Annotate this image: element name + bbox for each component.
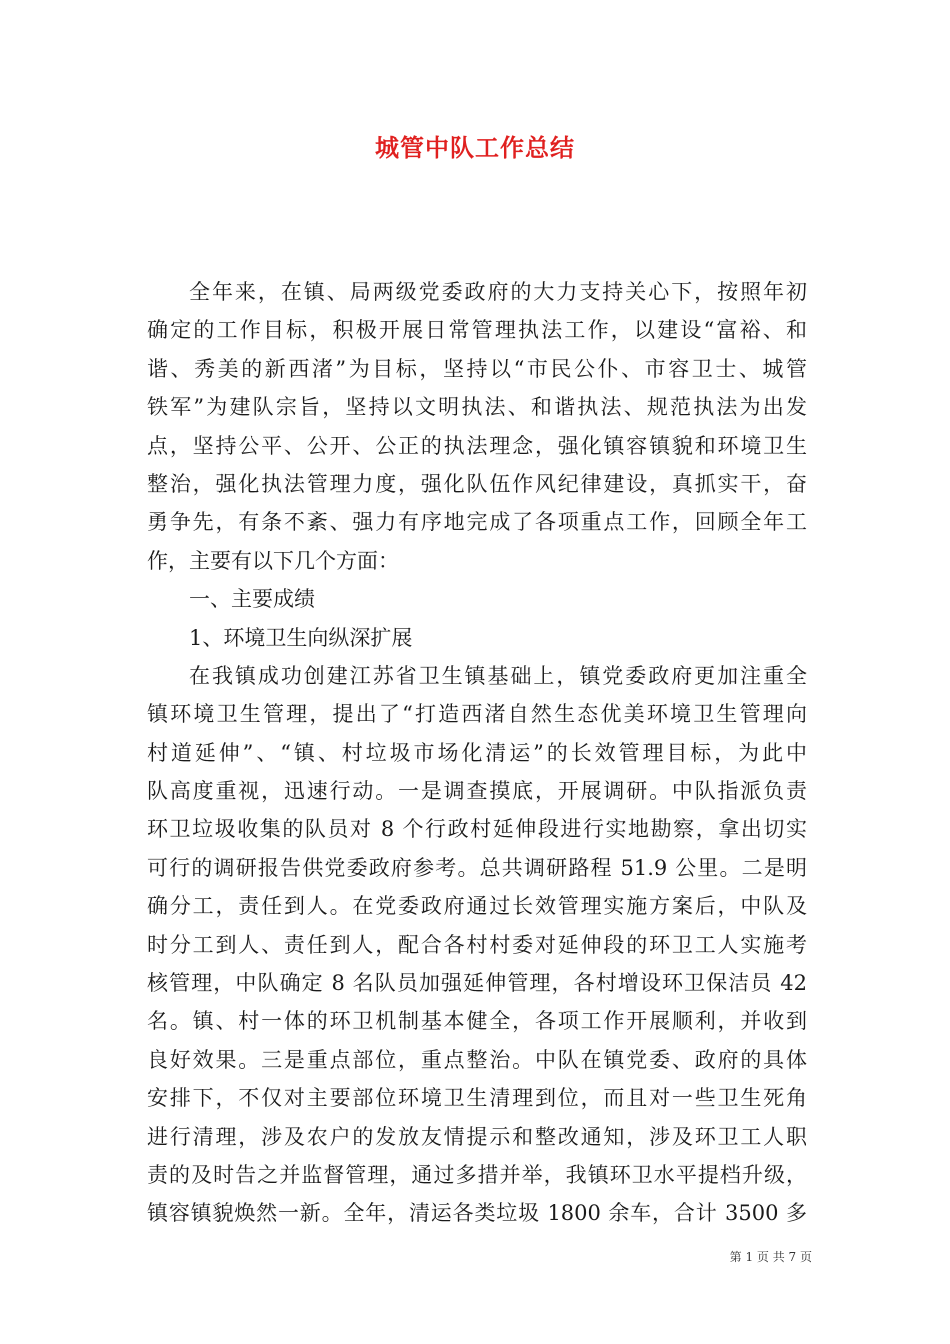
body-line: 环卫垃圾收集的队员对 8 个行政村延伸段进行实地勘察，拿出切实 — [147, 817, 807, 842]
body-line: 确分工，责任到人。在党委政府通过长效管理实施方案后，中队及 — [147, 894, 807, 919]
body-line: 队高度重视，迅速行动。一是调查摸底，开展调研。中队指派负责 — [147, 779, 807, 804]
document-title: 城管中队工作总结 — [375, 133, 575, 162]
body-line: 镇容镇貌焕然一新。全年，清运各类垃圾 1800 余车，合计 3500 多 — [147, 1201, 807, 1226]
document-body — [147, 273, 807, 1233]
body-line: 谐、秀美的新西渚”为目标，坚持以“市民公仆、市容卫士、城管 — [147, 356, 807, 381]
body-line: 镇环境卫生管理，提出了“打造西渚自然生态优美环境卫生管理向 — [147, 702, 807, 727]
body-line: 村道延伸”、“镇、村垃圾市场化清运”的长效管理目标，为此中 — [147, 740, 807, 765]
body-line: 作，主要有以下几个方面： — [147, 548, 399, 573]
body-line: 时分工到人、责任到人，配合各村村委对延伸段的环卫工人实施考 — [147, 932, 807, 957]
body-line: 名。镇、村一体的环卫机制基本健全，各项工作开展顺利，并收到 — [147, 1009, 807, 1034]
body-line: 确定的工作目标，积极开展日常管理执法工作，以建设“富裕、和 — [147, 318, 807, 343]
body-line: 全年来，在镇、局两级党委政府的大力支持关心下，按照年初 — [189, 280, 807, 304]
subsection-heading: 1、环境卫生向纵深扩展 — [189, 625, 413, 650]
body-line: 可行的调研报告供党委政府参考。总共调研路程 51.9 公里。二是明 — [147, 855, 807, 880]
body-line: 整治，强化执法管理力度，强化队伍作风纪律建设，真抓实干，奋 — [147, 471, 807, 496]
section-heading: 一、主要成绩 — [189, 587, 315, 612]
body-line: 铁军”为建队宗旨，坚持以文明执法、和谐执法、规范执法为出发 — [147, 395, 807, 420]
body-line: 在我镇成功创建江苏省卫生镇基础上，镇党委政府更加注重全 — [189, 663, 807, 688]
body-line: 进行清理，涉及农户的发放友情提示和整改通知，涉及环卫工人职 — [147, 1124, 807, 1149]
body-line: 责的及时告之并监督管理，通过多措并举，我镇环卫水平提档升级， — [147, 1162, 807, 1187]
body-line: 勇争先，有条不紊、强力有序地完成了各项重点工作，回顾全年工 — [147, 510, 807, 535]
body-line: 点，坚持公平、公开、公正的执法理念，强化镇容镇貌和环境卫生 — [147, 433, 807, 458]
body-line: 良好效果。三是重点部位，重点整治。中队在镇党委、政府的具体 — [147, 1047, 807, 1072]
body-line: 核管理，中队确定 8 名队员加强延伸管理，各村增设环卫保洁员 42 — [147, 971, 807, 996]
body-line: 安排下，不仅对主要部位环境卫生清理到位，而且对一些卫生死角 — [147, 1086, 807, 1111]
page-number: 第 1 页 共 7 页 — [729, 1250, 812, 1264]
